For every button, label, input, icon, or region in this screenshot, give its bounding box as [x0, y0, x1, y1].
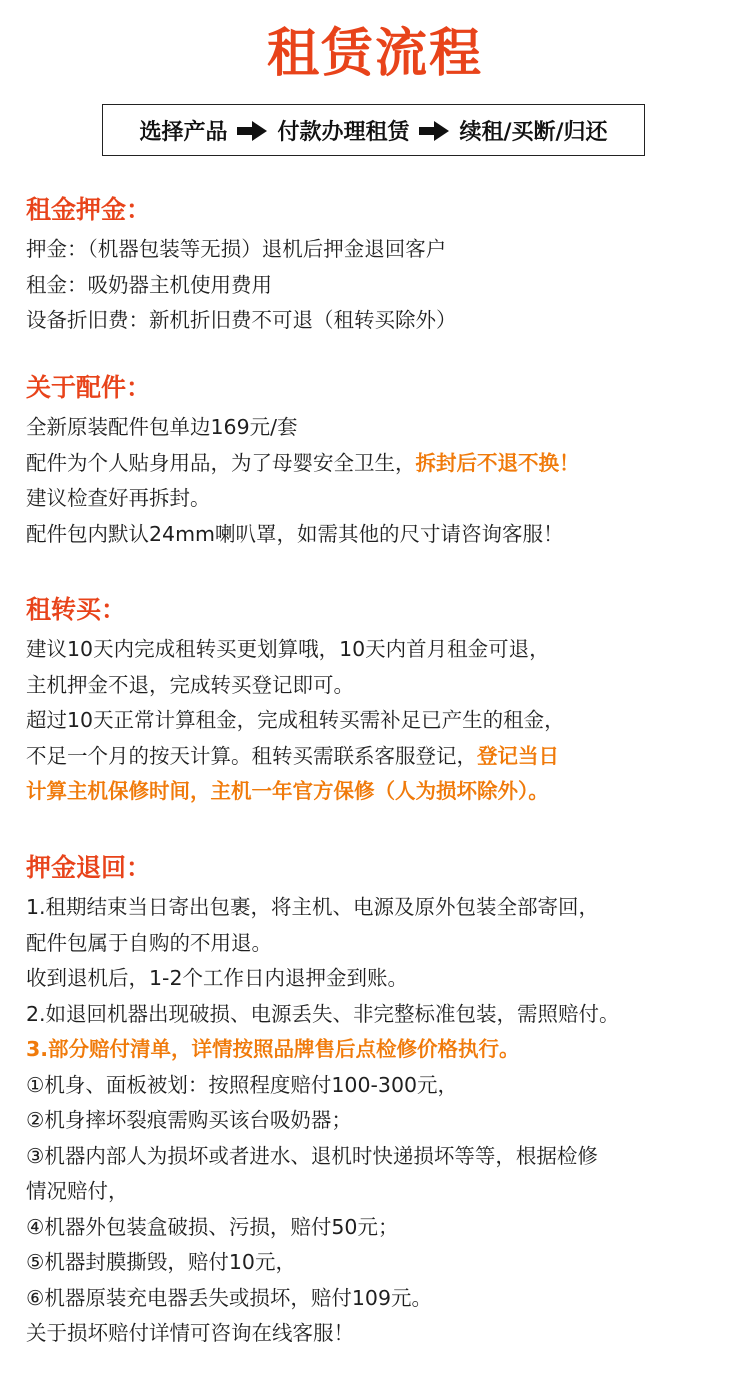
flow-step-renew-buy-return: 续租/买断/归还 [459, 119, 608, 145]
text-line: 配件包内默认24mm喇叭罩，如需其他的尺寸请咨询客服！ [26, 521, 564, 546]
text-line: 收到退机后，1-2个工作日内退押金到账。 [26, 966, 408, 990]
highlight-text: 登记当日 [477, 743, 559, 768]
text-line: ②机身摔坏裂痕需购买该台吸奶器； [26, 1108, 352, 1132]
text-line: 主机押金不退，完成转买登记即可。 [26, 672, 354, 697]
text-line: ④机器外包装盒破损、污损，赔付50元； [26, 1214, 399, 1239]
text-line: 情况赔付， [26, 1179, 129, 1203]
right-arrow-icon [237, 121, 267, 141]
section-heading: 租转买： [26, 595, 127, 624]
text-part: 配件为个人贴身用品，为了母婴安全卫生， [26, 450, 416, 475]
section-heading: 关于配件： [26, 373, 152, 402]
highlight-line: 计算主机保修时间，主机一年官方保修（人为损坏除外）。 [26, 779, 549, 803]
text-line: 建议检查好再拆封。 [26, 486, 211, 510]
text-line: 全新原装配件包单边169元/套 [26, 415, 298, 439]
text-line: 2.如退回机器出现破损、电源丢失、非完整标准包装，需照赔付。 [26, 1001, 620, 1026]
text-line: ⑥机器原装充电器丢失或损坏，赔付109元。 [26, 1285, 433, 1310]
text-line: 建议10天内完成租转买更划算哦，10天内首月租金可退， [26, 637, 550, 661]
text-line: 设备折旧费：新机折旧费不可退（租转买除外） [26, 308, 457, 332]
text-line [26, 446, 736, 482]
right-arrow-icon [419, 121, 449, 141]
section-accessories [26, 370, 736, 552]
section-heading: 押金退回： [26, 853, 152, 882]
section-heading: 租金押金： [26, 195, 152, 224]
text-line: 配件包属于自购的不用退。 [26, 930, 272, 955]
highlight-text: 拆封后不退不换！ [415, 450, 580, 475]
section-rent-deposit [26, 192, 736, 339]
section-rent-to-buy [26, 592, 736, 810]
text-line: 1.租期结束当日寄出包裹，将主机、电源及原外包装全部寄回， [26, 895, 600, 919]
flow-step-select-product: 选择产品 [139, 119, 228, 145]
text-line: ①机身、面板被划：按照程度赔付100-300元， [26, 1072, 459, 1097]
section-deposit-return [26, 850, 736, 1352]
text-line: ③机器内部人为损坏或者进水、退机时快递损坏等等，根据检修 [26, 1143, 598, 1168]
text-line: 押金：（机器包装等无损）退机后押金退回客户 [26, 237, 447, 261]
text-line [26, 739, 736, 775]
text-part: 不足一个月的按天计算。租转买需联系客服登记， [26, 743, 477, 768]
page-title: 租赁流程 [266, 24, 483, 84]
text-line: 关于损坏赔付详情可咨询在线客服！ [26, 1321, 354, 1345]
text-line: 超过10天正常计算租金，完成租转买需补足已产生的租金， [26, 708, 565, 732]
text-line: 租金：吸奶器主机使用费用 [26, 272, 272, 297]
flow-step-pay-rent: 付款办理租赁 [277, 119, 410, 145]
highlight-line: 3.部分赔付清单，详情按照品牌售后点检修价格执行。 [26, 1037, 520, 1061]
rental-flow-box [102, 104, 645, 156]
text-line: ⑤机器封膜撕毁，赔付10元， [26, 1250, 296, 1274]
